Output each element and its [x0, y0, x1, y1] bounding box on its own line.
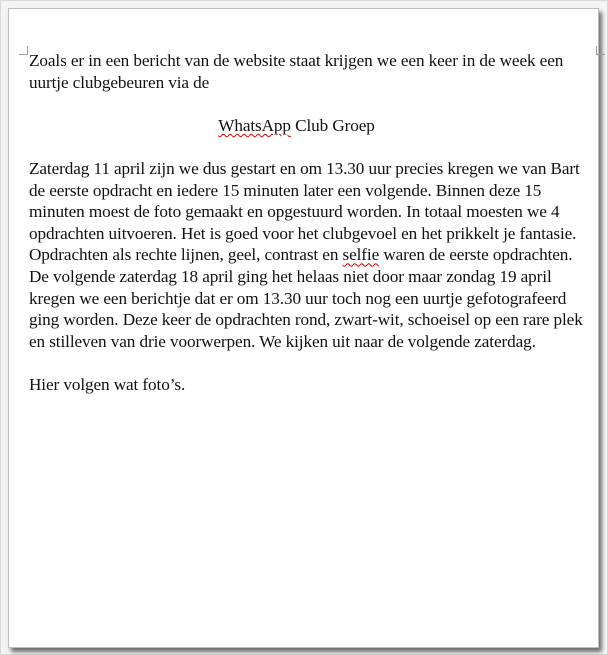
spellcheck-word[interactable]: selfie [342, 245, 380, 265]
paragraph-first-session [29, 158, 596, 266]
paragraph-heading [29, 115, 596, 137]
heading-text: Club Groep [290, 115, 375, 135]
paragraph-text-end: waren de eerste opdrachten. [379, 245, 573, 265]
empty-line [29, 93, 596, 115]
empty-line [29, 136, 596, 158]
paragraph-intro: Zoals er in een bericht van de website staat krijgen we een keer in de week een uurtje clubgebeuren via de [29, 51, 564, 92]
empty-line [29, 352, 596, 374]
spellcheck-word[interactable]: WhatsApp [218, 115, 291, 135]
document-page[interactable] [8, 8, 599, 648]
margin-corner-top-right [596, 46, 605, 55]
margin-corner-top-left [19, 46, 28, 55]
paragraph-photos: Hier volgen wat foto’s. [29, 374, 186, 394]
paragraph-text: Zaterdag 11 april zijn we dus gestart en om 13.30 uur precies kregen we van Bart de eerste opdracht en iedere 15 minuten later een volgende. Binnen deze 15 minuten moest de foto gemaakt en opgestuurd worden. In totaal moesten we 4 opdrachten uitvoeren. Het is goed voor het clubgevoel en het prikkelt je fantasie. Opdrachten als rechte lijnen, geel, contrast en [29, 158, 580, 265]
document-body[interactable] [29, 50, 596, 396]
paragraph-second-session: De volgende zaterdag 18 april ging het helaas niet door maar zondag 19 april kregen we een berichtje dat er om 13.30 uur toch nog een uurtje gefotografeerd ging worden. Deze keer de opdrachten rond, zwart-wit, schoeisel op een rare plek en stilleven van drie voorwerpen. We kijken uit naar de volgende zaterdag. [29, 266, 583, 351]
